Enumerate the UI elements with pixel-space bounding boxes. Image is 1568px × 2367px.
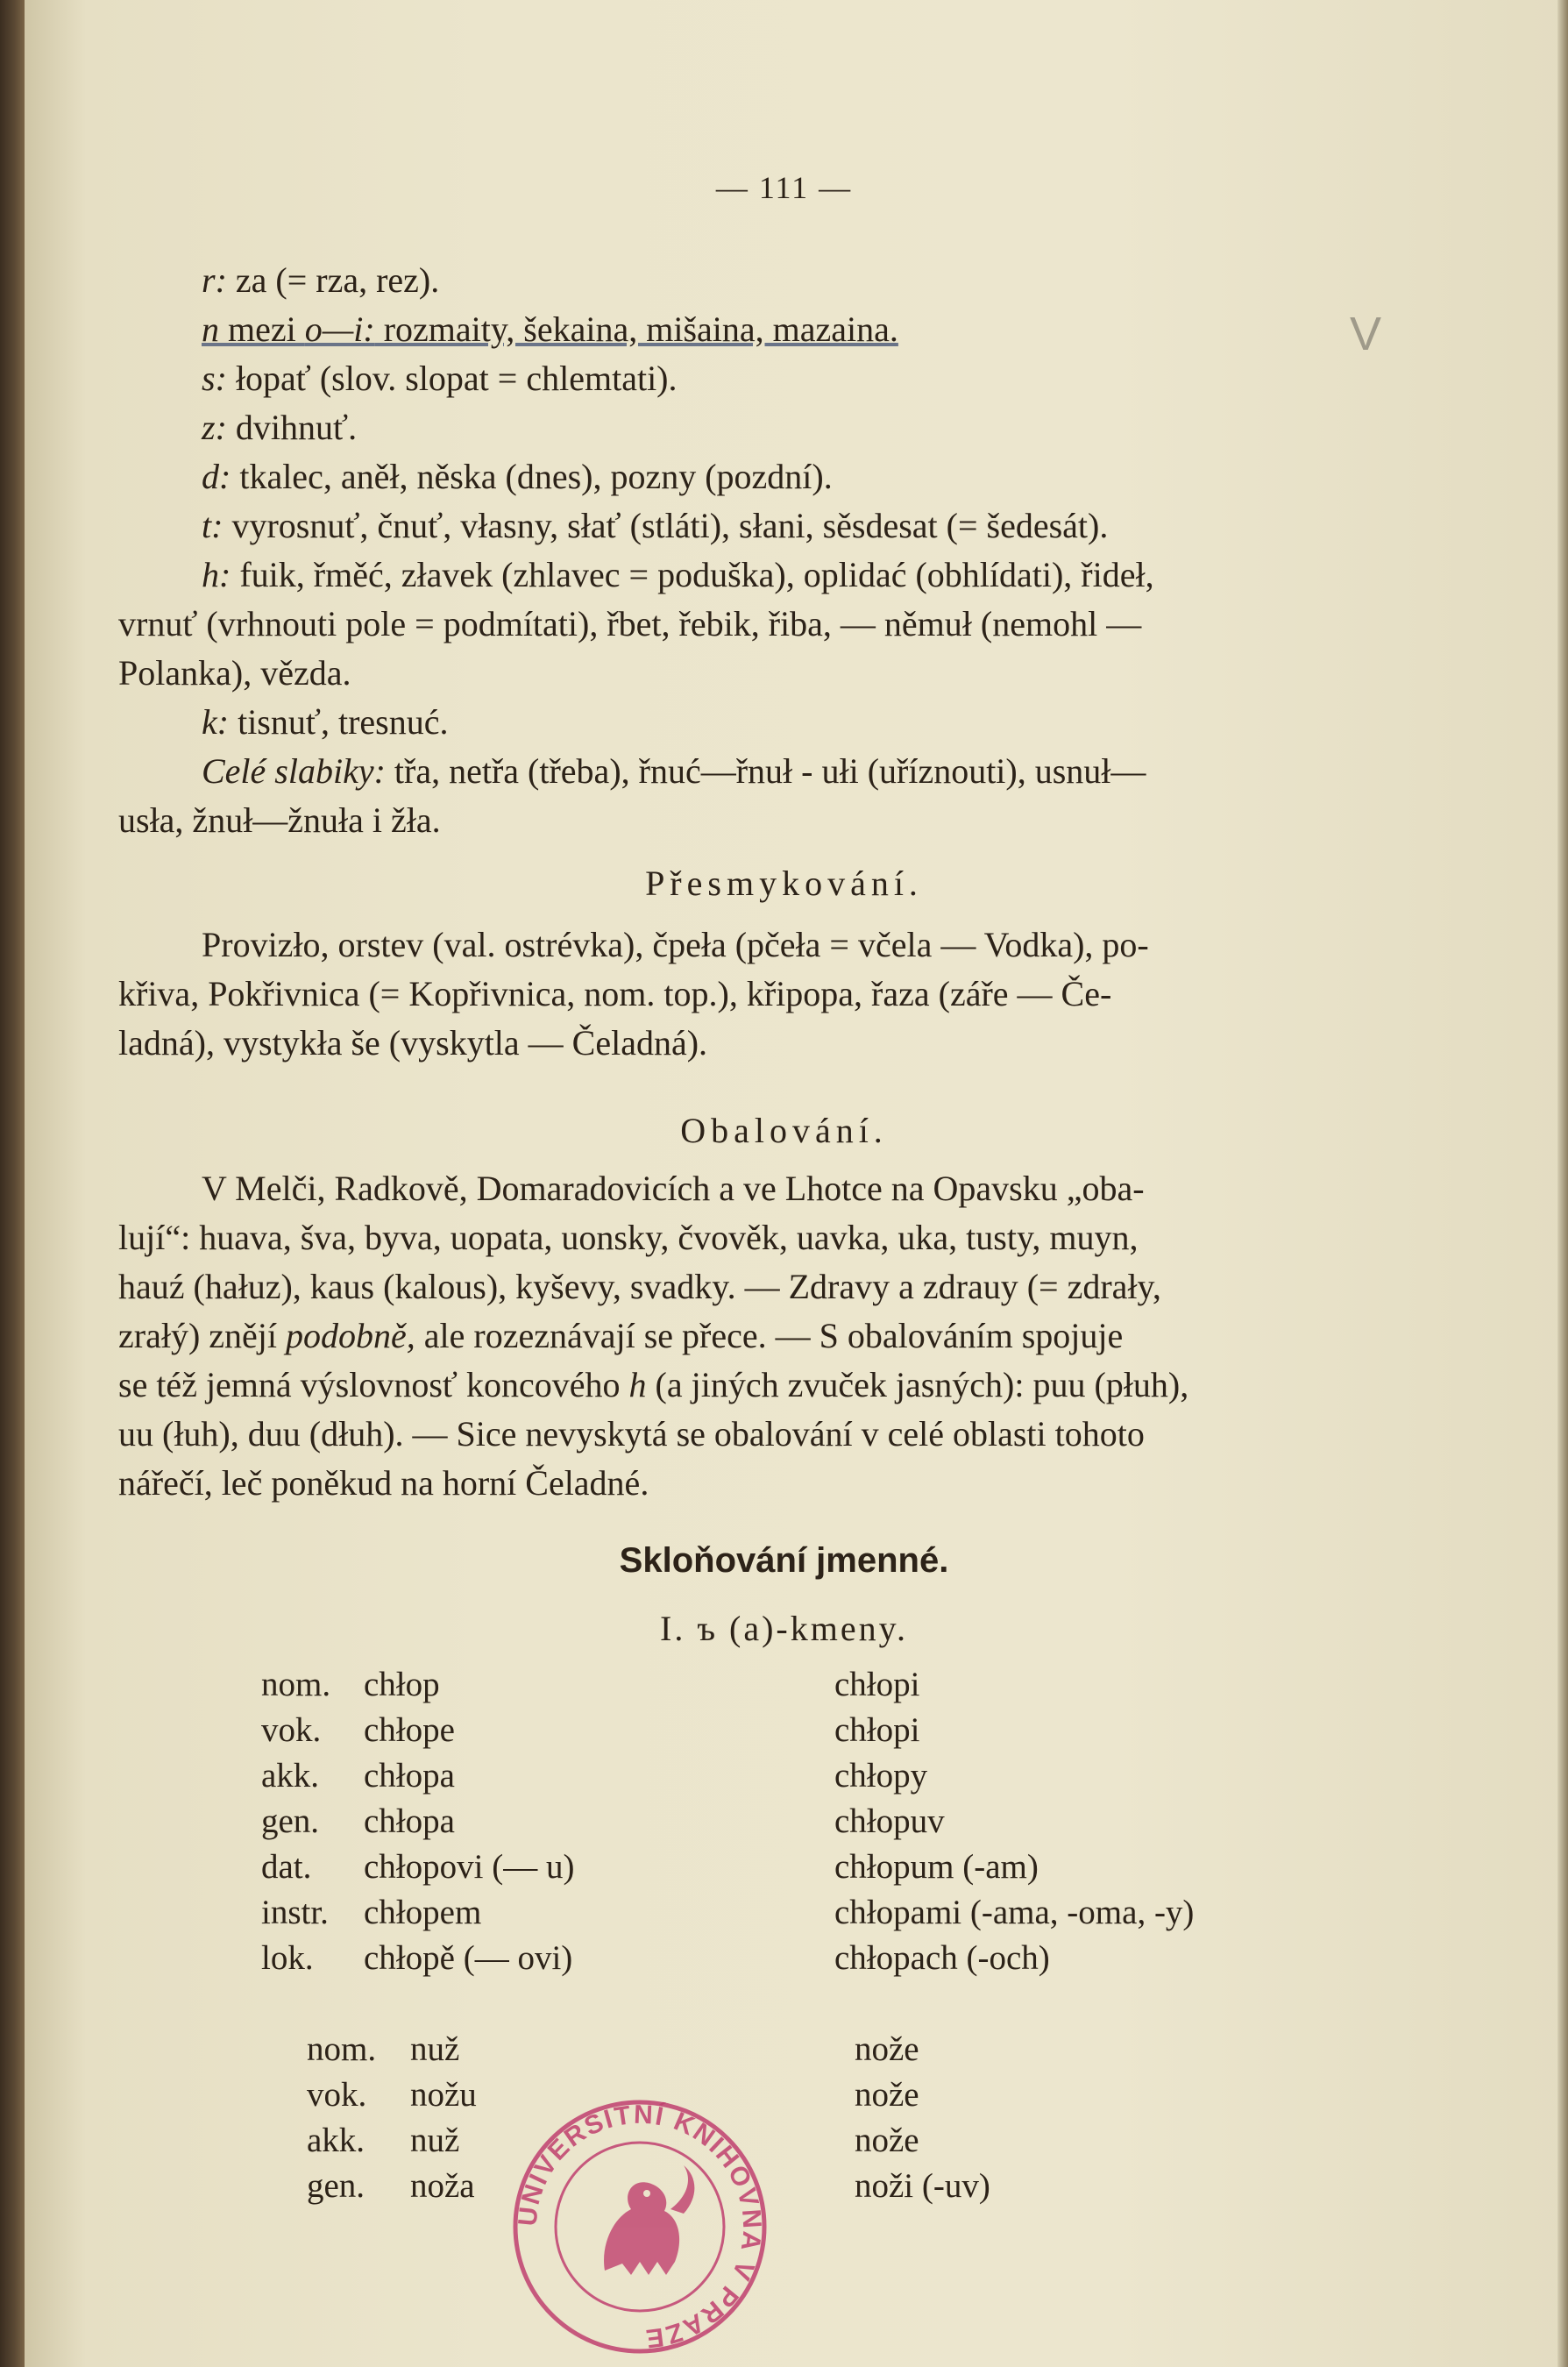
stamp-text: UNIVERSITNÍ KNIHOVNA V PRAZE (513, 2100, 767, 2354)
obalovani-line-5: se též jemná výslovnosť koncového h (a jiných zvuček jasných): puu (płuh), (118, 1365, 1189, 1404)
singular-form: chłop (364, 1666, 440, 1703)
obalovani-line-2: lují“: huava, šva, byva, uopata, uonsky, čvověk, uavka, uka, tusty, muyn, (118, 1218, 1139, 1257)
singular-form: chłopem (364, 1894, 482, 1931)
obalovani-line-3: hauź (hałuz), kaus (kalous), kyševy, svadky. — Zdravy a zdrauy (= zdrały, (118, 1267, 1161, 1306)
declension-title: Skloňování jmenné. (619, 1541, 949, 1580)
page-number: — 111 — (715, 170, 853, 205)
plural-form: chłopuv (834, 1802, 945, 1840)
text-line-h-cont2: Polanka), vězda. (118, 653, 351, 693)
declension-subtitle: I. ъ (a)-kmeny. (660, 1609, 908, 1648)
text-line-h-cont: vrnuť (vrhnouti pole = podmítati), řbet, řebik, řiba, — němuł (nemohl — (118, 604, 1142, 643)
page-edge (1557, 0, 1568, 2367)
obalovani-line-1: V Melči, Radkově, Domaradovicích a ve Lhotce na Opavsku „oba- (202, 1169, 1145, 1208)
obalovani-line-4: zrałý) znějí podobně, ale rozeznávají se přece. — S obalováním spojuje (118, 1316, 1124, 1355)
singular-form: noža (410, 2167, 475, 2205)
obalovani-line-6: uu (łuh), duu (dłuh). — Sice nevyskytá se obalování v celé oblasti tohoto (118, 1414, 1145, 1454)
case-label: akk. (307, 2122, 365, 2159)
text-line-z: z: dvihnuť. (202, 408, 358, 447)
section-title-obalovani: Obalování. (680, 1111, 888, 1150)
margin-pencil-mark: V (1350, 308, 1382, 360)
singular-form: nuž (410, 2030, 460, 2068)
presmykovani-line-2: křiva, Pokřivnica (= Kopřivnica, nom. top.), křipopa, řaza (záře — Če- (118, 974, 1112, 1013)
singular-form: chłopa (364, 1757, 455, 1795)
text-line-n: n mezi o—i: rozmaity, šekaina, mišaina, mazaina. (202, 309, 898, 349)
text-line-r: r: za (= rza, rez). (202, 260, 440, 300)
case-label: akk. (261, 1757, 320, 1795)
plural-form: nože (855, 2076, 919, 2114)
presmykovani-line-1: Provizło, orstev (val. ostrévka), čpeła (pčeła = včela — Vodka), po- (202, 925, 1149, 964)
plural-form: chłopi (834, 1711, 920, 1749)
case-label: vok. (307, 2076, 367, 2114)
singular-form: chłopovi (— u) (364, 1848, 575, 1886)
singular-form: nožu (410, 2076, 477, 2114)
singular-form: chłopě (— ovi) (364, 1939, 573, 1977)
text-line-cele-slabiky-cont: usła, žnuł—žnuła i žła. (118, 800, 441, 840)
case-label: instr. (261, 1894, 329, 1931)
book-spine (0, 0, 25, 2367)
text-line-cele-slabiky: Celé slabiky: třa, netřa (třeba), řnuć—řnuł - ułi (uříznouti), usnuł— (202, 751, 1146, 791)
case-label: lok. (261, 1939, 314, 1977)
singular-form: chłope (364, 1711, 455, 1749)
case-label: gen. (307, 2167, 365, 2205)
singular-form: chłopa (364, 1802, 455, 1840)
plural-form: chłopy (834, 1757, 928, 1795)
obalovani-line-7: nářečí, leč poněkud na horní Čeladné. (118, 1463, 649, 1503)
text-line-h: h: fuik, řměć, złavek (zhlavec = poduška), oplidać (obhlídati), řideł, (202, 555, 1154, 594)
text-line-s: s: łopať (slov. slopat = chlemtati). (202, 359, 678, 398)
library-stamp (508, 2095, 771, 2358)
singular-form: nuž (410, 2122, 460, 2159)
plural-form: chłopum (-am) (834, 1848, 1039, 1886)
case-label: gen. (261, 1802, 320, 1840)
case-label: nom. (261, 1666, 331, 1703)
text-line-k: k: tisnuť, tresnuć. (202, 702, 449, 742)
text-line-t: t: vyrosnuť, čnuť, vłasny, słať (stláti), słani, sěsdesat (= šedesát). (202, 506, 1109, 545)
plural-form: chłopami (-ama, -oma, -y) (834, 1894, 1195, 1931)
case-label: nom. (307, 2030, 377, 2068)
presmykovani-line-3: ladná), vystykła še (vyskytla — Čeladná). (118, 1023, 708, 1063)
plural-form: chłopach (-och) (834, 1939, 1050, 1977)
text-line-d: d: tkalec, aněł, něska (dnes), pozny (pozdní). (202, 457, 833, 496)
plural-form: nože (855, 2030, 919, 2068)
case-label: dat. (261, 1848, 312, 1886)
plural-form: nože (855, 2122, 919, 2159)
plural-form: chłopi (834, 1666, 920, 1703)
case-label: vok. (261, 1711, 322, 1749)
lion-emblem-icon (604, 2165, 694, 2275)
plural-form: noži (-uv) (855, 2167, 990, 2205)
section-title-presmykovani: Přesmykování. (645, 864, 923, 903)
